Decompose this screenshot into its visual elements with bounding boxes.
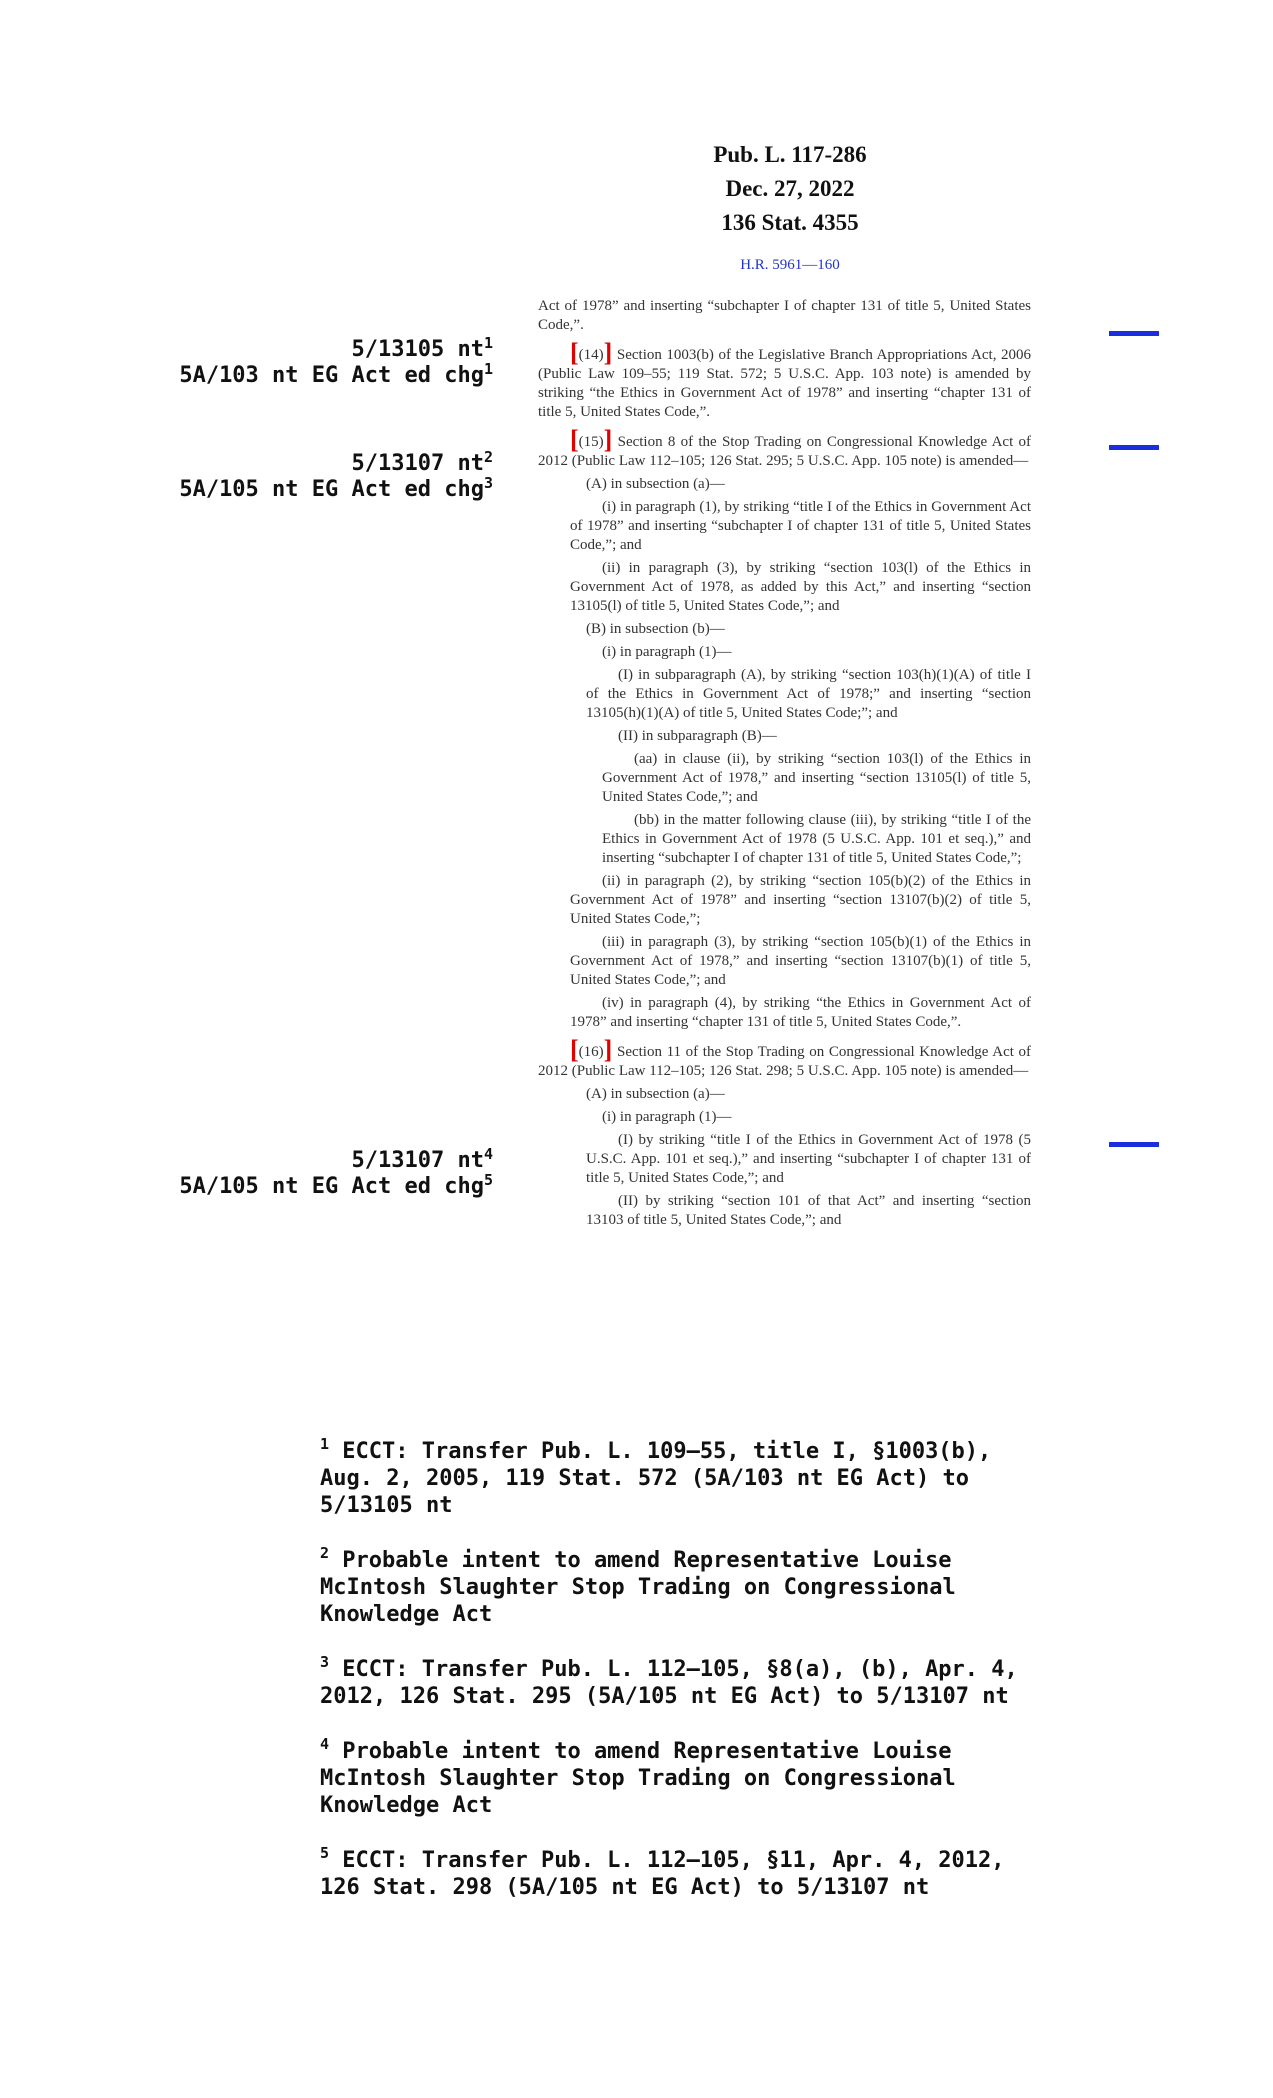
footnote-3 — [320, 1653, 1040, 1710]
change-bar — [1109, 331, 1159, 336]
change-bar — [1109, 1142, 1159, 1147]
paragraph-number: (15) — [578, 434, 604, 450]
subclause-II: (II) in subparagraph (B)— — [618, 728, 777, 744]
margin-note-3 — [179, 1145, 493, 1200]
paragraph-number: (16) — [578, 1044, 604, 1060]
clause-i: (i) in paragraph (1)— — [602, 1109, 732, 1125]
margin-note-1 — [179, 334, 493, 389]
item-bb: (bb) in the matter following clause (iii), by striking “title I of the Ethics in Government Act of 1978 (5 U.S.C. App. 101 et seq.),” and inserting “subchapter I of chapter 131 of title 5, United States Code,”; — [602, 812, 1031, 866]
bracket-mark: ] — [603, 1035, 613, 1064]
subclause-I: (I) in subparagraph (A), by striking “section 103(h)(1)(A) of title I of the Ethics in Government Act of 1978;” and inserting “section 13105(h)(1)(A) of title 5, United States Code;”; and — [586, 667, 1031, 721]
clause-iv: (iv) in paragraph (4), by striking “the Ethics in Government Act of 1978” and inserting “chapter 131 of title 5, United States Code,”. — [570, 995, 1031, 1030]
margin-note-code: 5A/105 nt EG Act ed chg — [179, 1174, 484, 1199]
clause-i: (i) in paragraph (1), by striking “title I of the Ethics in Government Act of 1978” and inserting “subchapter I of chapter 131 of title 5, United States Code,”; and — [570, 499, 1031, 553]
statute-body — [538, 297, 1031, 1234]
intro-text: Act of 1978” and inserting “subchapter I of chapter 131 of title 5, United States Code,”. — [538, 298, 1031, 333]
footnote-number: 1 — [320, 1435, 330, 1453]
paragraph-14 — [538, 338, 1032, 422]
statute-page: 136 Stat. 4355 — [721, 210, 859, 235]
enactment-date: Dec. 27, 2022 — [725, 176, 855, 201]
paragraph-text: Section 1003(b) of the Legislative Branch Appropriations Act, 2006 (Public Law 109–55; 119 Stat. 572; 5 U.S.C. App. 103 note) is amended by striking “the Ethics in Government Act of 1978” and inserting “chapter 131 of title 5, United States Code,”. — [538, 347, 1032, 420]
bracket-mark: [ — [570, 338, 579, 367]
footnote-5 — [320, 1844, 1040, 1901]
footnote-text: Probable intent to amend Representative Louise McIntosh Slaughter Stop Trading on Congressional Knowledge Act — [320, 1548, 956, 1627]
margin-note-code: 5/13105 nt — [351, 337, 484, 362]
public-law-number: Pub. L. 117-286 — [713, 142, 867, 167]
margin-note-code: 5/13107 nt — [351, 451, 484, 476]
paragraph-text: Section 8 of the Stop Trading on Congressional Knowledge Act of 2012 (Public Law 112–105; 126 Stat. 295; 5 U.S.C. App. 105 note) is amended— — [538, 434, 1032, 469]
footnote-2 — [320, 1544, 1040, 1628]
margin-note-2 — [179, 448, 493, 503]
subclause-II: (II) by striking “section 101 of that Act” and inserting “section 13103 of title 5, United States Code,”; and — [586, 1193, 1031, 1228]
subclause-I: (I) by striking “title I of the Ethics in Government Act of 1978 (5 U.S.C. App. 101 et seq.),” and inserting “subchapter I of chapter 131 of title 5, United States Code,”; and — [586, 1132, 1031, 1186]
footnote-ref: 5 — [483, 1171, 493, 1189]
clause-iii: (iii) in paragraph (3), by striking “section 105(b)(1) of the Ethics in Government Act of 1978,” and inserting “section 13107(b)(1) of title 5, United States Code,”; and — [570, 934, 1031, 988]
paragraph-text: Section 11 of the Stop Trading on Congressional Knowledge Act of 2012 (Public Law 112–105; 126 Stat. 298; 5 U.S.C. App. 105 note) is amended— — [538, 1044, 1032, 1079]
clause-ii: (ii) in paragraph (3), by striking “section 103(l) of the Ethics in Government Act of 1978, as added by this Act,” and inserting “section 13105(l) of title 5, United States Code,”; and — [570, 560, 1031, 614]
bracket-mark: ] — [603, 425, 613, 454]
change-bar — [1109, 445, 1159, 450]
footnote-ref: 4 — [483, 1145, 493, 1163]
footnote-ref: 3 — [483, 474, 493, 492]
subsection-A: (A) in subsection (a)— — [586, 476, 725, 492]
footnotes — [320, 1435, 1040, 1929]
clause-i: (i) in paragraph (1)— — [602, 644, 732, 660]
footnote-text: ECCT: Transfer Pub. L. 112–105, §8(a), (b), Apr. 4, 2012, 126 Stat. 295 (5A/105 nt EG Act) to 5/13107 nt — [320, 1657, 1018, 1709]
clause-ii: (ii) in paragraph (2), by striking “section 105(b)(2) of the Ethics in Government Act of 1978” and inserting “section 13107(b)(2) of title 5, United States Code,”; — [570, 873, 1031, 927]
paragraph-16 — [538, 1035, 1032, 1081]
subsection-A: (A) in subsection (a)— — [586, 1086, 725, 1102]
paragraph-15 — [538, 425, 1032, 471]
margin-note-code: 5A/105 nt EG Act ed chg — [179, 477, 484, 502]
bracket-mark: [ — [570, 425, 579, 454]
subsection-B: (B) in subsection (b)— — [586, 621, 725, 637]
footnote-ref: 1 — [483, 360, 493, 378]
margin-note-code: 5/13107 nt — [351, 1148, 484, 1173]
bill-page-id: H.R. 5961—160 — [740, 257, 840, 273]
footnote-ref: 1 — [483, 334, 493, 352]
bracket-mark: ] — [603, 338, 613, 367]
item-aa: (aa) in clause (ii), by striking “section 103(l) of the Ethics in Government Act of 1978,” and inserting “section 13105(l) of title 5, United States Code,”; and — [602, 751, 1031, 805]
footnote-number: 5 — [320, 1844, 330, 1862]
paragraph-number: (14) — [578, 347, 604, 363]
page-header — [640, 138, 940, 240]
footnote-text: ECCT: Transfer Pub. L. 112–105, §11, Apr. 4, 2012, 126 Stat. 298 (5A/105 nt EG Act) to 5/13107 nt — [320, 1848, 1005, 1900]
footnote-4 — [320, 1735, 1040, 1819]
footnote-text: ECCT: Transfer Pub. L. 109–55, title I, §1003(b), Aug. 2, 2005, 119 Stat. 572 (5A/103 nt EG Act) to 5/13105 nt — [320, 1439, 992, 1518]
footnote-1 — [320, 1435, 1040, 1519]
footnote-number: 3 — [320, 1653, 330, 1671]
footnote-ref: 2 — [483, 448, 493, 466]
footnote-number: 2 — [320, 1544, 330, 1562]
footnote-text: Probable intent to amend Representative Louise McIntosh Slaughter Stop Trading on Congressional Knowledge Act — [320, 1739, 956, 1818]
bracket-mark: [ — [570, 1035, 579, 1064]
footnote-number: 4 — [320, 1735, 330, 1753]
margin-note-code: 5A/103 nt EG Act ed chg — [179, 363, 484, 388]
